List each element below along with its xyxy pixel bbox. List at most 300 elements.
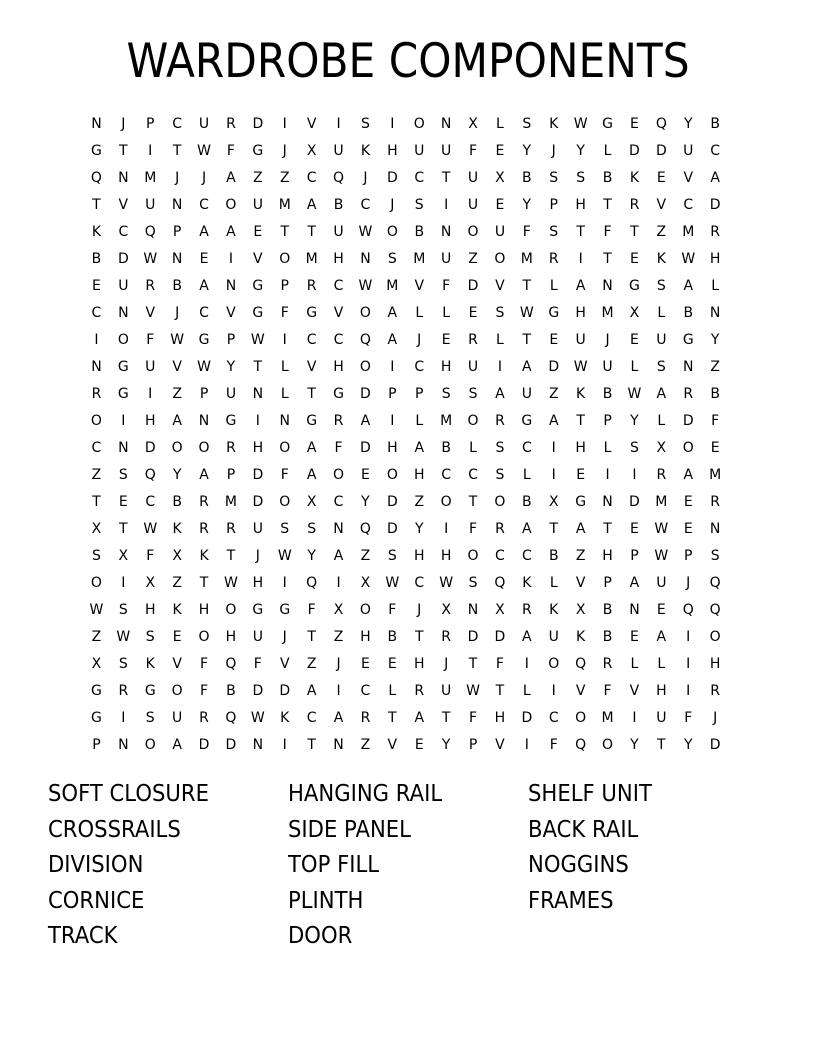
grid-letter: N xyxy=(467,602,479,618)
grid-letter: H xyxy=(252,440,264,456)
grid-letter: I xyxy=(497,359,503,375)
grid-letter: D xyxy=(252,494,264,510)
grid-letter: U xyxy=(252,197,263,213)
grid-letter: A xyxy=(522,359,532,375)
grid-letter: T xyxy=(119,521,128,537)
grid-letter: V xyxy=(683,170,694,186)
grid-letter: V xyxy=(333,305,344,321)
grid-letter: I xyxy=(121,710,126,726)
grid-letter: R xyxy=(441,629,451,645)
grid-letter: O xyxy=(359,602,371,618)
grid-letter: H xyxy=(602,548,613,564)
grid-letter: E xyxy=(710,440,720,456)
grid-letter: R xyxy=(495,521,505,537)
grid-letter: U xyxy=(414,143,425,159)
grid-letter: P xyxy=(146,116,155,132)
grid-letter: W xyxy=(519,305,534,321)
grid-letter: O xyxy=(225,602,237,618)
grid-letter: E xyxy=(630,332,639,348)
grid-letter: Y xyxy=(630,737,639,753)
grid-letter: C xyxy=(710,143,721,159)
grid-letter: C xyxy=(145,494,156,510)
grid-letter: W xyxy=(358,224,373,240)
grid-letter: N xyxy=(91,359,102,375)
grid-letter: S xyxy=(387,548,397,564)
grid-letter: F xyxy=(469,521,478,537)
grid-letter: A xyxy=(387,305,398,321)
grid-letter: E xyxy=(253,224,263,240)
grid-letter: I xyxy=(551,440,556,456)
grid-letter: U xyxy=(441,251,452,267)
grid-letter: T xyxy=(441,710,451,726)
grid-letter: O xyxy=(467,413,479,429)
grid-letter: X xyxy=(468,116,478,132)
grid-letter: Z xyxy=(360,548,371,564)
grid-letter: S xyxy=(468,575,478,591)
grid-letter: H xyxy=(656,683,667,699)
grid-letter: H xyxy=(413,656,425,672)
grid-letter: O xyxy=(144,737,156,753)
grid-letter: I xyxy=(444,521,449,537)
grid-letter: O xyxy=(494,251,506,267)
grid-letter: F xyxy=(146,548,155,564)
grid-letter: I xyxy=(94,332,99,348)
grid-letter: G xyxy=(575,494,587,510)
grid-letter: U xyxy=(548,629,559,645)
grid-letter: E xyxy=(495,197,505,213)
grid-letter: K xyxy=(360,143,371,159)
grid-letter: L xyxy=(657,305,666,321)
grid-letter: M xyxy=(655,494,668,510)
grid-letter: C xyxy=(414,359,425,375)
grid-letter: A xyxy=(306,683,317,699)
grid-letter: I xyxy=(148,386,153,402)
grid-letter: M xyxy=(224,494,237,510)
grid-letter: H xyxy=(333,251,344,267)
grid-letter: F xyxy=(495,656,504,672)
grid-letter: N xyxy=(118,440,129,456)
grid-letter: N xyxy=(171,251,183,267)
grid-letter: R xyxy=(118,683,129,699)
grid-letter: S xyxy=(549,224,559,240)
grid-letter: L xyxy=(415,305,424,321)
grid-letter: G xyxy=(117,359,129,375)
grid-letter: G xyxy=(225,413,237,429)
grid-letter: O xyxy=(440,494,452,510)
grid-letter: B xyxy=(414,224,425,240)
word-list-item: DOOR xyxy=(288,923,353,949)
grid-letter: X xyxy=(575,602,586,618)
grid-letter: X xyxy=(91,521,102,537)
grid-letter: A xyxy=(387,332,398,348)
grid-letter: U xyxy=(118,278,129,294)
grid-letter: C xyxy=(306,170,317,186)
grid-letter: C xyxy=(495,548,505,564)
grid-letter: Z xyxy=(548,386,559,402)
grid-letter: H xyxy=(440,359,452,375)
grid-letter: S xyxy=(576,170,586,186)
grid-letter: V xyxy=(226,305,236,321)
grid-letter: A xyxy=(414,710,425,726)
grid-letter: N xyxy=(198,413,210,429)
grid-letter: E xyxy=(118,494,128,510)
grid-letter: K xyxy=(549,602,559,618)
grid-letter: X xyxy=(441,602,451,618)
grid-letter: S xyxy=(118,656,128,672)
grid-letter: V xyxy=(629,683,640,699)
grid-letter: Z xyxy=(333,629,344,645)
grid-letter: N xyxy=(602,494,613,510)
grid-letter: C xyxy=(683,197,694,213)
grid-letter: G xyxy=(252,602,264,618)
word-list-item: SIDE PANEL xyxy=(288,816,411,843)
grid-letter: R xyxy=(226,521,236,537)
grid-letter: A xyxy=(548,413,559,429)
word-list-item: FRAMES xyxy=(528,887,614,914)
grid-letter: S xyxy=(145,629,155,645)
grid-letter: G xyxy=(306,413,318,429)
grid-letter: Y xyxy=(522,143,532,159)
grid-letter: F xyxy=(200,656,209,672)
grid-letter: L xyxy=(711,278,720,294)
grid-letter: E xyxy=(361,467,370,483)
grid-letter: T xyxy=(576,224,585,240)
grid-letter: A xyxy=(360,413,371,429)
grid-letter: V xyxy=(495,737,505,753)
grid-letter: N xyxy=(333,521,344,537)
grid-letter: G xyxy=(252,305,264,321)
grid-letter: S xyxy=(710,548,720,564)
grid-letter: P xyxy=(630,548,639,564)
grid-letter: N xyxy=(118,305,129,321)
grid-letter: G xyxy=(91,143,102,159)
grid-letter: Y xyxy=(683,116,693,132)
grid-letter: Z xyxy=(91,629,102,645)
grid-letter: W xyxy=(224,575,238,591)
grid-letter: N xyxy=(118,737,129,753)
grid-letter: N xyxy=(118,170,129,186)
grid-letter: N xyxy=(171,197,183,213)
grid-letter: D xyxy=(144,440,156,456)
grid-letter: L xyxy=(522,467,531,483)
grid-letter: W xyxy=(250,710,265,726)
grid-letter: I xyxy=(551,683,556,699)
grid-letter: I xyxy=(524,656,529,672)
grid-letter: C xyxy=(306,332,317,348)
grid-letter: M xyxy=(520,251,533,267)
grid-letter: K xyxy=(522,575,532,591)
grid-letter: K xyxy=(280,710,290,726)
grid-letter: H xyxy=(413,548,425,564)
grid-letter: L xyxy=(657,413,666,429)
grid-letter: L xyxy=(496,116,504,132)
grid-letter: W xyxy=(250,332,265,348)
grid-letter: Z xyxy=(575,548,586,564)
grid-letter: O xyxy=(709,629,721,645)
grid-letter: Z xyxy=(710,359,720,375)
grid-letter: C xyxy=(199,305,209,321)
grid-letter: U xyxy=(172,710,183,726)
grid-letter: T xyxy=(388,710,397,726)
grid-letter: R xyxy=(199,710,209,726)
grid-letter: B xyxy=(602,386,613,402)
grid-letter: A xyxy=(306,467,317,483)
grid-letter: X xyxy=(548,494,559,510)
grid-letter: W xyxy=(143,521,158,537)
grid-letter: G xyxy=(117,386,129,402)
grid-letter: S xyxy=(118,602,128,618)
grid-letter: M xyxy=(413,251,426,267)
grid-letter: I xyxy=(255,413,260,429)
grid-letter: S xyxy=(656,278,666,294)
grid-letter: X xyxy=(118,548,129,564)
grid-letter: Y xyxy=(710,332,720,348)
grid-letter: P xyxy=(415,386,424,402)
grid-letter: Z xyxy=(253,170,263,186)
grid-letter: S xyxy=(630,440,639,456)
grid-letter: O xyxy=(386,224,398,240)
grid-letter: A xyxy=(414,440,425,456)
grid-letter: D xyxy=(252,467,264,483)
grid-letter: O xyxy=(359,359,371,375)
grid-letter: G xyxy=(252,278,264,294)
grid-letter: D xyxy=(386,521,398,537)
grid-letter: Y xyxy=(172,467,182,483)
grid-letter: B xyxy=(91,251,102,267)
grid-letter: C xyxy=(360,683,371,699)
grid-letter: S xyxy=(468,386,478,402)
grid-letter: N xyxy=(91,116,102,132)
grid-letter: O xyxy=(171,683,183,699)
word-list-item: CROSSRAILS xyxy=(48,816,181,843)
grid-letter: U xyxy=(252,521,263,537)
grid-letter: W xyxy=(439,575,454,591)
grid-letter: E xyxy=(199,251,209,267)
grid-letter: W xyxy=(627,386,642,402)
grid-letter: W xyxy=(681,251,696,267)
grid-letter: L xyxy=(442,305,451,321)
grid-letter: W xyxy=(358,278,373,294)
grid-letter: H xyxy=(387,143,398,159)
grid-letter: V xyxy=(387,737,398,753)
grid-letter: O xyxy=(413,116,425,132)
grid-letter: H xyxy=(494,710,506,726)
grid-letter: R xyxy=(91,386,102,402)
grid-letter: T xyxy=(549,521,559,537)
grid-letter: D xyxy=(360,386,371,402)
grid-letter: V xyxy=(575,575,586,591)
grid-letter: T xyxy=(441,170,451,186)
grid-letter: P xyxy=(172,224,182,240)
grid-letter: F xyxy=(442,278,451,294)
grid-letter: K xyxy=(91,224,102,240)
grid-letter: A xyxy=(226,170,236,186)
grid-letter: D xyxy=(279,683,291,699)
grid-letter: P xyxy=(549,197,558,213)
grid-letter: O xyxy=(279,440,291,456)
grid-letter: I xyxy=(551,467,556,483)
grid-letter: Q xyxy=(359,332,371,348)
grid-letter: O xyxy=(279,494,291,510)
grid-letter: T xyxy=(657,737,666,753)
grid-letter: S xyxy=(441,386,451,402)
grid-letter: W xyxy=(573,116,588,132)
grid-letter: R xyxy=(226,440,236,456)
grid-letter: M xyxy=(709,467,722,483)
grid-letter: R xyxy=(306,278,317,294)
grid-letter: X xyxy=(172,548,182,564)
grid-letter: S xyxy=(495,467,505,483)
grid-letter: R xyxy=(495,413,505,429)
grid-letter: E xyxy=(630,251,639,267)
grid-letter: V xyxy=(414,278,425,294)
grid-letter: A xyxy=(199,224,209,240)
grid-letter: R xyxy=(602,656,613,672)
grid-letter: T xyxy=(92,494,101,510)
grid-letter: U xyxy=(521,386,532,402)
grid-letter: T xyxy=(495,683,505,699)
grid-letter: A xyxy=(333,710,344,726)
grid-letter: V xyxy=(145,305,156,321)
grid-letter: W xyxy=(143,251,158,267)
grid-letter: O xyxy=(225,197,237,213)
grid-letter: Y xyxy=(361,494,370,510)
grid-letter: D xyxy=(386,494,398,510)
grid-letter: B xyxy=(710,386,720,402)
grid-letter: A xyxy=(656,629,667,645)
grid-letter: E xyxy=(656,170,666,186)
word-list-item: DIVISION xyxy=(48,852,144,878)
grid-letter: S xyxy=(280,521,290,537)
grid-letter: R xyxy=(521,602,532,618)
grid-letter: F xyxy=(280,305,289,321)
grid-letter: V xyxy=(656,197,667,213)
grid-letter: G xyxy=(198,332,210,348)
grid-letter: Y xyxy=(307,548,316,564)
grid-letter: E xyxy=(361,656,370,672)
grid-letter: C xyxy=(521,440,532,456)
grid-letter: H xyxy=(709,656,721,672)
grid-letter: I xyxy=(282,332,287,348)
grid-letter: A xyxy=(306,197,317,213)
word-list-item: HANGING RAIL xyxy=(288,781,443,807)
grid-letter: E xyxy=(549,332,559,348)
grid-letter: F xyxy=(388,602,397,618)
grid-letter: S xyxy=(495,440,505,456)
grid-letter: Q xyxy=(144,224,156,240)
grid-letter: Q xyxy=(709,602,721,618)
grid-letter: C xyxy=(91,440,102,456)
grid-letter: T xyxy=(119,143,128,159)
grid-letter: Q xyxy=(575,656,587,672)
grid-letter: L xyxy=(469,440,477,456)
grid-letter: S xyxy=(549,170,559,186)
grid-letter: P xyxy=(199,386,209,402)
grid-letter: X xyxy=(91,656,102,672)
grid-letter: B xyxy=(548,548,559,564)
grid-letter: E xyxy=(683,521,693,537)
grid-letter: M xyxy=(601,710,614,726)
grid-letter: W xyxy=(654,548,669,564)
grid-letter: O xyxy=(171,440,183,456)
grid-letter: Z xyxy=(279,170,290,186)
grid-letter: T xyxy=(307,386,316,402)
grid-letter: F xyxy=(711,413,720,429)
grid-letter: R xyxy=(226,116,236,132)
grid-letter: J xyxy=(417,332,422,348)
grid-letter: T xyxy=(307,629,316,645)
grid-letter: N xyxy=(360,251,371,267)
grid-letter: R xyxy=(145,278,156,294)
grid-letter: P xyxy=(280,278,289,294)
grid-letter: Y xyxy=(226,359,236,375)
grid-letter: I xyxy=(390,359,395,375)
grid-letter: C xyxy=(306,710,317,726)
grid-letter: A xyxy=(495,386,505,402)
grid-letter: U xyxy=(333,224,344,240)
grid-letter: Q xyxy=(225,710,237,726)
grid-letter: W xyxy=(170,332,185,348)
grid-letter: C xyxy=(414,575,425,591)
grid-letter: D xyxy=(252,683,264,699)
grid-letter: S xyxy=(656,359,666,375)
grid-letter: C xyxy=(91,305,102,321)
grid-letter: H xyxy=(144,413,156,429)
grid-letter: C xyxy=(414,170,425,186)
grid-letter: U xyxy=(683,143,694,159)
grid-letter: E xyxy=(495,143,505,159)
grid-letter: D xyxy=(682,413,694,429)
grid-letter: T xyxy=(253,359,263,375)
grid-letter: H xyxy=(144,602,156,618)
grid-letter: U xyxy=(656,710,667,726)
grid-letter: L xyxy=(630,359,639,375)
grid-letter: C xyxy=(172,116,183,132)
grid-letter: I xyxy=(686,656,691,672)
grid-letter: L xyxy=(496,332,504,348)
grid-letter: D xyxy=(494,629,506,645)
grid-letter: P xyxy=(603,413,612,429)
grid-letter: E xyxy=(387,656,397,672)
grid-letter: P xyxy=(388,386,397,402)
grid-letter: X xyxy=(333,602,344,618)
grid-letter: N xyxy=(602,278,613,294)
grid-letter: P xyxy=(226,467,236,483)
grid-letter: D xyxy=(117,251,129,267)
grid-letter: E xyxy=(92,278,101,294)
grid-letter: A xyxy=(710,170,720,186)
grid-letter: O xyxy=(359,305,371,321)
grid-letter: I xyxy=(578,251,583,267)
grid-letter: X xyxy=(306,494,317,510)
grid-letter: A xyxy=(306,440,317,456)
grid-letter: O xyxy=(467,548,479,564)
grid-letter: G xyxy=(333,386,344,402)
grid-letter: S xyxy=(361,116,370,132)
grid-letter: D xyxy=(709,197,721,213)
grid-letter: S xyxy=(307,521,317,537)
grid-letter: J xyxy=(605,332,610,348)
grid-letter: I xyxy=(148,143,153,159)
grid-letter: Y xyxy=(414,521,424,537)
grid-letter: A xyxy=(656,386,667,402)
grid-letter: T xyxy=(630,224,639,240)
grid-letter: V xyxy=(495,278,505,294)
grid-letter: F xyxy=(522,224,531,240)
grid-letter: L xyxy=(603,143,612,159)
grid-letter: G xyxy=(252,143,264,159)
grid-letter: O xyxy=(494,494,506,510)
